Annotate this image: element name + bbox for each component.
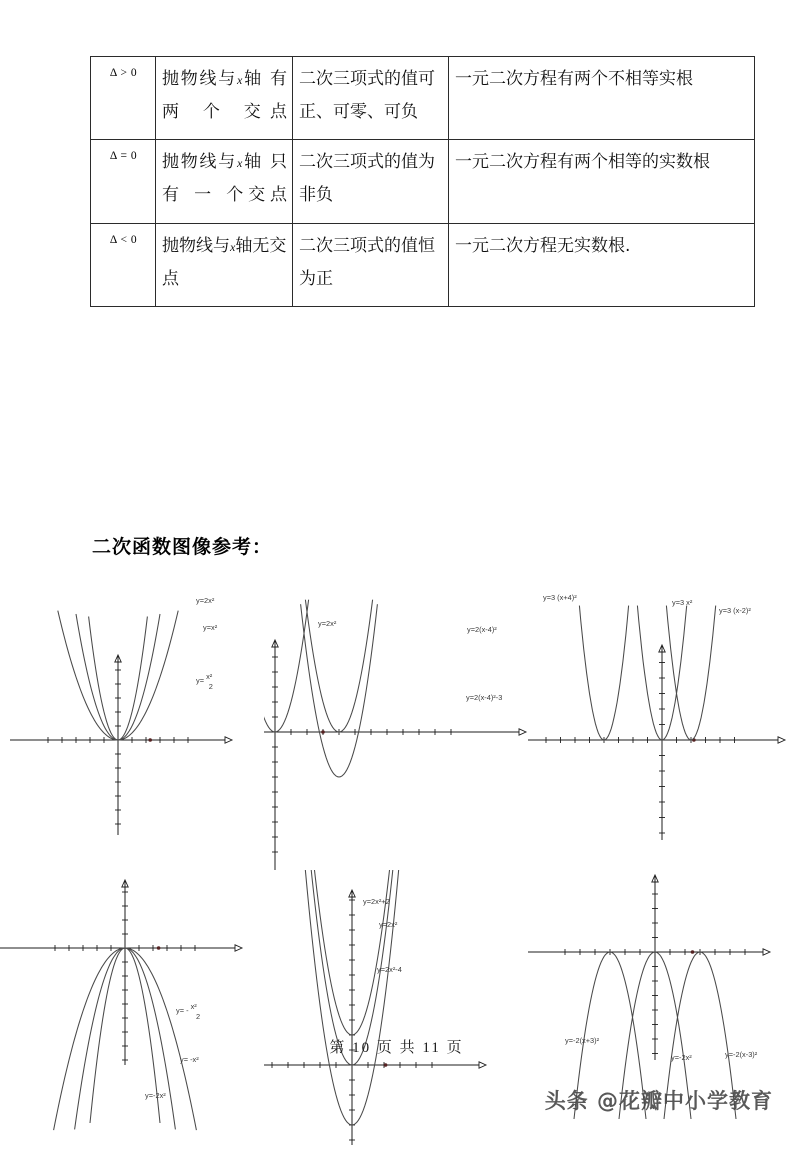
parabola-text-rest: 轴无交点 bbox=[162, 235, 287, 289]
cell-trinomial bbox=[293, 57, 449, 140]
watermark-text: 头条 @花瓣中小学教育 bbox=[544, 1089, 773, 1113]
svg-text:y=2x²: y=2x² bbox=[196, 596, 215, 605]
svg-text:y=2(x-4)²-3: y=2(x-4)²-3 bbox=[466, 693, 503, 702]
svg-text:y= -x²: y= -x² bbox=[180, 1055, 199, 1064]
svg-text:y=2x²: y=2x² bbox=[379, 920, 398, 929]
cell-discriminant bbox=[91, 223, 156, 306]
equation-description: 一元二次方程有两个不相等实根 bbox=[455, 69, 693, 89]
trinomial-description: 二次三项式的值可正、可零、可负 bbox=[299, 69, 435, 123]
axis-variable: x bbox=[237, 73, 243, 87]
axis-variable: x bbox=[237, 156, 243, 171]
parabola-text: 抛物线与 bbox=[162, 152, 238, 173]
svg-text:y=2x²-4: y=2x²-4 bbox=[377, 965, 402, 974]
svg-text:y= x²2: y= x² 2 bbox=[196, 672, 213, 691]
svg-text:y=3 (x+4)²: y=3 (x+4)² bbox=[543, 593, 577, 602]
parabola-text-rest: 轴 有 两 个 交点 bbox=[162, 69, 288, 123]
svg-text:y=x²: y=x² bbox=[203, 623, 218, 632]
graph-row-bottom bbox=[0, 870, 793, 1160]
table-row bbox=[91, 140, 755, 223]
parabola-text: 抛物线与 bbox=[162, 69, 238, 89]
graph-row-top bbox=[0, 580, 793, 870]
cell-equation bbox=[449, 57, 755, 140]
equation-description: 一元二次方程有两个相等的实数根 bbox=[455, 152, 710, 173]
cell-parabola bbox=[156, 57, 293, 140]
svg-text:y=3 (x-2)²: y=3 (x-2)² bbox=[719, 606, 751, 615]
discriminant-value: Δ < 0 bbox=[109, 233, 138, 246]
svg-text:y=2x²: y=2x² bbox=[318, 619, 337, 628]
graph-4-container bbox=[0, 870, 264, 1160]
cell-discriminant bbox=[91, 140, 156, 223]
discriminant-value: Δ = 0 bbox=[109, 150, 138, 163]
table-body bbox=[91, 57, 755, 307]
page-number-footer: 第 10 页 共 11 页 bbox=[329, 1040, 464, 1056]
trinomial-description: 二次三项式的值为非负 bbox=[299, 152, 435, 206]
discriminant-summary-table bbox=[90, 56, 755, 307]
graph-5-canvas bbox=[264, 870, 528, 1160]
graph-2-container bbox=[264, 580, 528, 870]
graph-5-container bbox=[264, 870, 528, 1160]
svg-text:y= - x²2: y= - x²2 bbox=[176, 1002, 201, 1021]
axis-variable: x bbox=[230, 239, 236, 254]
cell-equation bbox=[449, 140, 755, 223]
graph-4-canvas bbox=[0, 870, 264, 1160]
cell-discriminant bbox=[91, 57, 156, 140]
table-row bbox=[91, 57, 755, 140]
cell-equation bbox=[449, 223, 755, 306]
cell-trinomial bbox=[293, 140, 449, 223]
cell-parabola bbox=[156, 140, 293, 223]
discriminant-value: Δ > 0 bbox=[109, 67, 138, 79]
svg-text:y=-2x²: y=-2x² bbox=[145, 1091, 166, 1100]
svg-text:y=-2(x-3)²: y=-2(x-3)² bbox=[725, 1050, 758, 1059]
page-title: 二次函数图像参考： bbox=[92, 536, 273, 558]
cell-parabola bbox=[156, 223, 293, 306]
svg-text:y=-2(x+3)²: y=-2(x+3)² bbox=[565, 1036, 600, 1045]
svg-text:y=2(x-4)²: y=2(x-4)² bbox=[467, 625, 497, 634]
parabola-description bbox=[162, 146, 287, 212]
trinomial-description: 二次三项式的值恒为正 bbox=[299, 235, 435, 289]
parabola-text-rest: 轴 只 有 一 个交点 bbox=[162, 152, 288, 206]
parabola-description bbox=[162, 230, 287, 296]
discriminant-summary-table-wrapper bbox=[90, 56, 710, 307]
table-row bbox=[91, 223, 755, 306]
cell-trinomial bbox=[293, 223, 449, 306]
graph-3-container bbox=[528, 580, 792, 870]
parabola-description bbox=[162, 63, 287, 129]
svg-text:y=2x²+2: y=2x²+2 bbox=[363, 897, 390, 906]
svg-text:y=3 x²: y=3 x² bbox=[672, 598, 693, 607]
graph-gallery bbox=[0, 580, 793, 1160]
graph-1-container bbox=[0, 580, 264, 870]
graph-3-canvas bbox=[528, 580, 792, 870]
parabola-text: 抛物线与 bbox=[162, 235, 230, 256]
graph-6-container bbox=[528, 870, 792, 1160]
graph-6-canvas bbox=[528, 870, 792, 1160]
graph-2-canvas bbox=[264, 580, 528, 870]
svg-text:y=-2x²: y=-2x² bbox=[671, 1053, 692, 1062]
equation-description: 一元二次方程无实数根. bbox=[455, 235, 631, 256]
graph-1-canvas bbox=[0, 580, 264, 870]
